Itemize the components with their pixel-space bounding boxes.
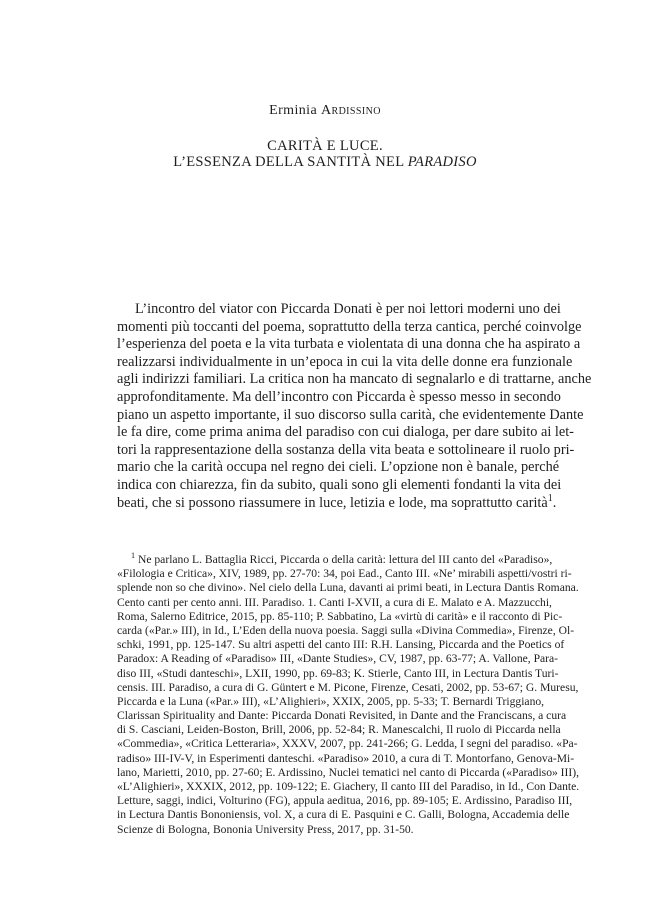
body-paragraph <box>117 301 592 512</box>
author-first-name: Erminia <box>269 103 318 118</box>
body-line: piano un aspetto importante, il suo discorso sulla carità, che evidentemente Dante <box>117 406 584 423</box>
footnote-line: Paradox: A Reading of «Paradiso» III, «Dante Studies», CV, 1987, pp. 63-77; A. Vallone, Para- <box>117 652 559 666</box>
body-line-text: beati, che si possono riassumere in luce, letizia e lode, ma soprattutto carità <box>117 494 548 511</box>
footnote-line: schki, 1991, pp. 125-147. Su altri aspetti del canto III: R.H. Lansing, Piccarda and the Poetics of <box>117 638 565 652</box>
title-line-2-italic: PARADISO <box>407 154 477 170</box>
footnote-line: censis. III. Paradiso, a cura di G. Güntert e M. Picone, Firenze, Cesati, 2002, pp. 53-67; G. Muresu, <box>117 680 579 694</box>
footnote-line: in Lectura Dantis Bononiensis, vol. X, a cura di E. Pasquini e C. Galli, Bologna, Accademia delle <box>117 808 570 822</box>
footnote-line: diso III, «Studi danteschi», LXII, 1990, pp. 69-83; K. Stierle, Canto III, in Lectura Dantis Turi- <box>117 666 559 680</box>
footnote-line: «Commedia», «Critica Letteraria», XXXV, 2007, pp. 241-266; G. Ledda, I segni del paradiso. «Pa- <box>117 737 578 751</box>
footnote-line: lano, Marietti, 2010, pp. 27-60; E. Ardissino, Nuclei tematici nel canto di Piccarda («Paradiso» III), <box>117 765 580 779</box>
footnote-line: Roma, Salerno Editrice, 2015, pp. 85-110; P. Sabbatino, La «virtù di carità» e il racconto di Pic- <box>117 609 563 623</box>
footnote-line: carda («Par.» III), in Id., L’Eden della nuova poesia. Saggi sulla «Divina Commedia», Firenze, Ol- <box>117 623 575 637</box>
footnote-line: splende non so che divino». Nel cielo della Luna, davanti ai primi beati, in Lectura Dantis Romana. <box>117 581 579 595</box>
body-line: momenti più toccanti del poema, soprattutto della terza cantica, perché coinvolge <box>117 318 582 335</box>
body-line: realizzarsi individualmente in un’epoca in cui la vita delle donne era funzionale <box>117 353 573 370</box>
author-name <box>0 103 650 119</box>
body-line: le fa dire, come prima anima del paradiso con cui dialoga, per dare subito ai let- <box>117 424 574 441</box>
body-line: L’incontro del viator con Piccarda Donati è per noi lettori moderni uno dei <box>135 301 561 317</box>
footnote-line: Cento canti per cento anni. III. Paradiso. 1. Canti I-XVII, a cura di E. Malato e A. Mazzucchi, <box>117 595 552 609</box>
body-line: l’esperienza del poeta e la vita turbata e violentata di una donna che ha aspirato a <box>117 336 581 353</box>
footnote-line: Piccarda e la Luna («Par.» III), «L’Alighieri», XXIX, 2005, pp. 5-33; T. Bernardi Triggiano, <box>117 694 545 708</box>
footnote-line: «Filologia e Critica», XIV, 1989, pp. 27-70: 34, poi Ead., Canto III. «Ne’ mirabili aspetti/vostri ri- <box>117 567 572 581</box>
footnote-text: Ne parlano L. Battaglia Ricci, Piccarda o della carità: lettura del III canto del «Paradiso», <box>137 553 553 566</box>
body-line: tori la rappresentazione della sostanza della vita beata e sottolineare il ruolo pri- <box>117 441 575 458</box>
footnotes <box>117 551 580 837</box>
footnote-line: Clarissan Spirituality and Dante: Piccarda Donati Revisited, in Dante and the Franciscans, a cura <box>117 709 567 723</box>
chapter-title-line-1: CARITÀ E LUCE. <box>267 138 383 154</box>
body-line: mario che la carità occupa nel regno dei cieli. L’opzione non è banale, perché <box>117 459 560 476</box>
footnote-line: Scienze di Bologna, Bononia University Press, 2017, pp. 31-50. <box>117 822 414 836</box>
footnote-number: 1 <box>131 551 136 561</box>
chapter-title-line-2 <box>0 154 650 171</box>
footnote-line: Letture, saggi, indici, Volturino (FG), appula aeditua, 2016, pp. 89-105; E. Ardissino, Paradiso III, <box>117 794 573 808</box>
footnote-line: radiso» III-IV-V, in Esperimenti danteschi. «Paradiso» 2010, a cura di T. Montorfano, Genova-Mi- <box>117 751 575 765</box>
footnote-line: di S. Casciani, Leiden-Boston, Brill, 2006, pp. 52-84; R. Manescalchi, Il ruolo di Piccarda nella <box>117 723 561 737</box>
body-line-last: beati, che si possono riassumere in luce, letizia e lode, ma soprattutto carità$^1$. <box>117 492 557 511</box>
footnote-line: «L’Alighieri», XXXIX, 2012, pp. 109-122; E. Giachery, Il canto III del Paradiso, in Id., Con Dante. <box>117 780 580 793</box>
footnote-reference[interactable]: 1 <box>547 492 553 504</box>
author-last-name: Ardissino <box>320 103 381 118</box>
body-line: approfonditamente. Ma dell’incontro con Piccarda è spesso messo in secondo <box>117 388 561 405</box>
body-line: agli indirizzi familiari. La critica non ha mancato di segnalarlo e di trattarne, anche <box>117 371 592 388</box>
body-line: indica con chiarezza, fin da subito, quali sono gli elementi fondanti la vita dei <box>117 476 562 493</box>
footnote-line <box>117 551 553 567</box>
title-line-2-text: L’ESSENZA DELLA SANTITÀ NEL <box>173 154 408 170</box>
